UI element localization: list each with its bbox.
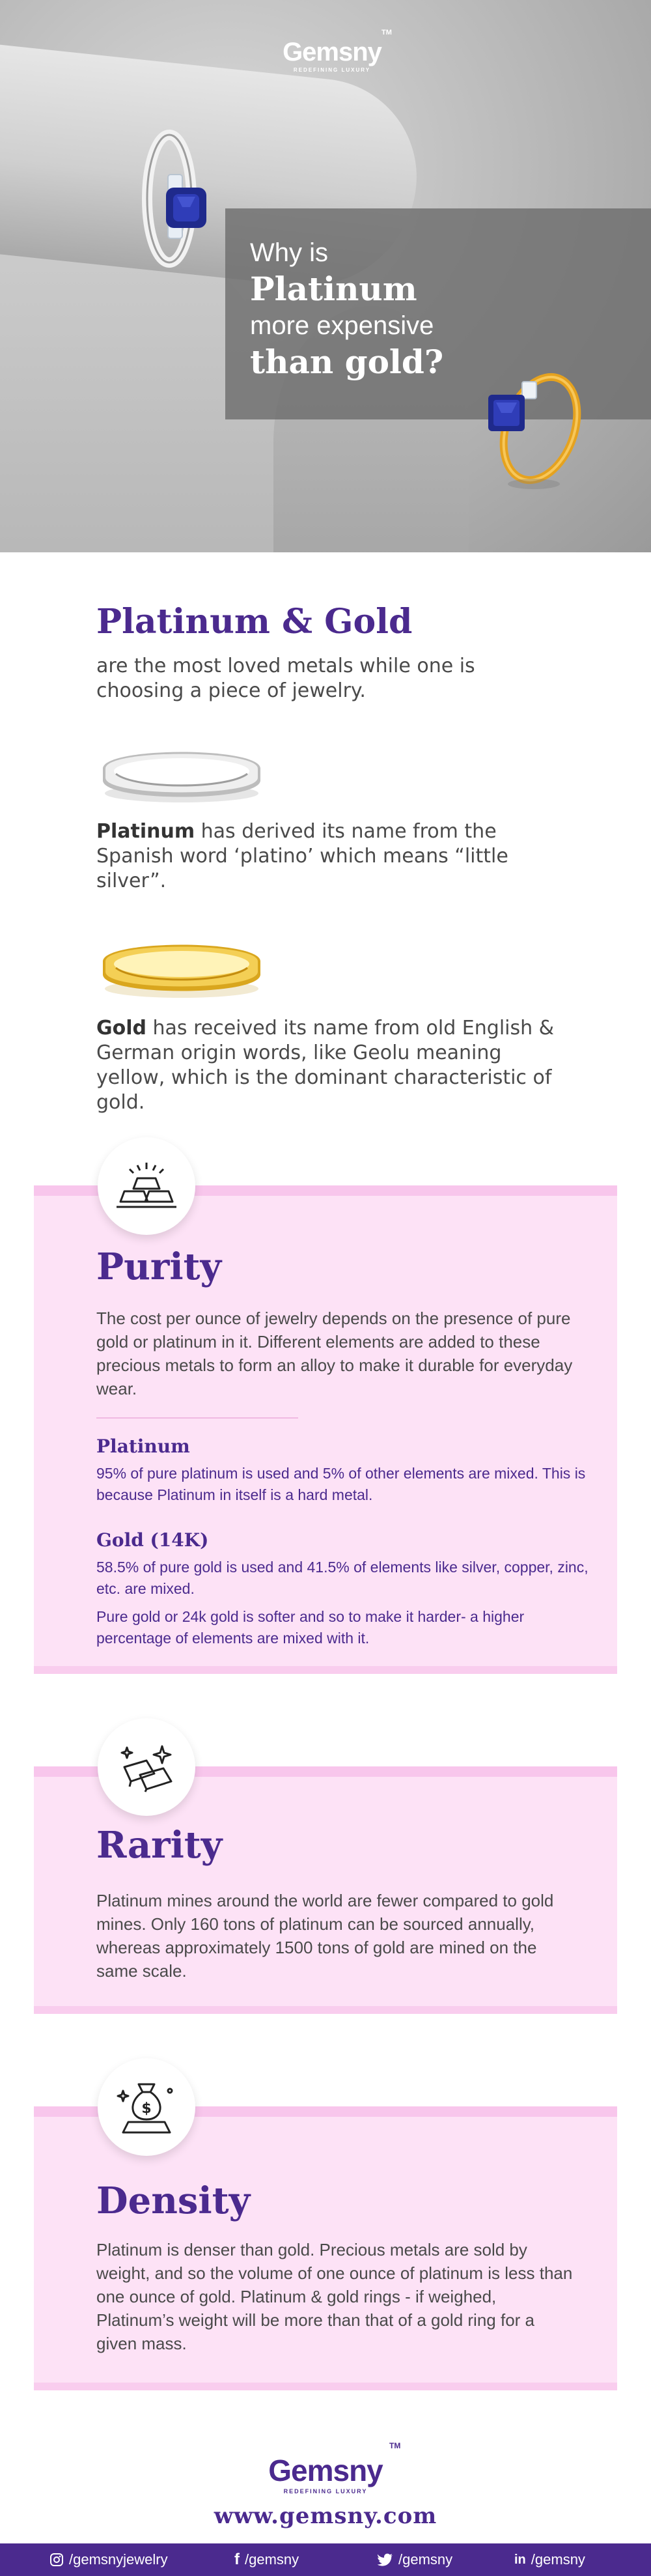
brand-tagline: REDEFINING LUXURY: [293, 67, 371, 73]
rarity-body: Platinum mines around the world are fewer compared to gold mines. Only 160 tons of platinum can be sourced annually, whereas approximately 1500 tons of gold are mined on the same scale.: [96, 1891, 554, 1981]
gold-origin-label: Gold: [96, 1017, 146, 1040]
facebook-handle: /gemsny: [245, 2551, 299, 2568]
footer-logo[interactable]: [260, 2453, 391, 2495]
instagram-handle: /gemsnyjewelry: [69, 2551, 168, 2568]
linkedin-icon: in: [514, 2552, 526, 2567]
instagram-icon: [49, 2553, 64, 2567]
purity-gold-note: Pure gold or 24k gold is softer and so to make it harder- a higher percentage of elements are mixed with it.: [96, 1608, 525, 1647]
purity-platinum-body: 95% of pure platinum is used and 5% of other elements are mixed. This is because Platinum in itself is a hard metal.: [96, 1465, 586, 1503]
intro-title: Platinum & Gold: [96, 602, 413, 642]
footer-trademark-mark: TM: [389, 2441, 401, 2450]
footer-brand-tagline: REDEFINING LUXURY: [283, 2488, 368, 2495]
purity-gold-body: 58.5% of pure gold is used and 41.5% of elements like silver, copper, zinc, etc. are mixed.: [96, 1559, 589, 1597]
twitter-link[interactable]: [378, 2543, 452, 2576]
purity-body: The cost per ounce of jewelry depends on the presence of pure gold or platinum in it. Different elements are added to these precious metals to form an alloy to make it durable for everyday wear.: [96, 1309, 573, 1398]
twitter-handle: /gemsny: [398, 2551, 453, 2568]
gold-ingots-sparkle-icon: [114, 1741, 179, 1793]
linkedin-link[interactable]: [514, 2543, 585, 2576]
card-bottom-strip: [34, 2006, 617, 2014]
hero-line-1: Why is: [250, 238, 328, 267]
footer-brand-wordmark: Gemsny: [268, 2454, 383, 2487]
hero-banner: [0, 0, 651, 552]
purity-platinum-heading: Platinum: [96, 1436, 190, 1457]
purity-divider: [96, 1417, 298, 1419]
hero-line-4: than gold?: [250, 343, 444, 381]
instagram-link[interactable]: [49, 2543, 168, 2576]
linkedin-handle: /gemsny: [531, 2551, 585, 2568]
density-body: Platinum is denser than gold. Precious metals are sold by weight, and so the volume of one ounce of platinum is less than one ounce of gold. Platinum & gold rings - if weighed, Platinum’s weight will be more than that of a gold ring for a given mass.: [96, 2240, 573, 2353]
facebook-link[interactable]: [234, 2543, 299, 2576]
gold-bars-icon: [114, 1160, 179, 1212]
social-footer-bar: [0, 2543, 651, 2576]
facebook-icon: f: [234, 2551, 240, 2568]
brand-wordmark: Gemsny: [283, 38, 381, 66]
website-url[interactable]: www.gemsny.com: [214, 2503, 437, 2529]
platinum-band-image: [96, 735, 267, 806]
gold-origin-body: has received its name from old English & German origin words, like Geolu meaning yellow, which is the dominant characteristic of gold.: [96, 1017, 555, 1114]
gold-band-image: [96, 929, 267, 1000]
trademark-mark: TM: [381, 29, 392, 36]
twitter-icon: [378, 2553, 393, 2566]
platinum-origin-label: Platinum: [96, 820, 195, 843]
platinum-origin-body: has derived its name from the Spanish word ‘platino’ which means “little silver”.: [96, 820, 508, 892]
hero-line-2: Platinum: [250, 270, 417, 308]
hero-heading: [250, 236, 443, 382]
hero-line-3: more expensive: [250, 311, 434, 340]
purity-title: Purity: [96, 1245, 222, 1288]
money-bag-scale-icon: [114, 2078, 179, 2136]
purity-gold-heading: Gold (14K): [96, 1529, 209, 1551]
hero-logo[interactable]: [273, 38, 391, 73]
gold-origin-text: [96, 1016, 565, 1115]
platinum-origin-text: [96, 819, 565, 894]
svg-text:$: $: [141, 2101, 152, 2117]
density-icon-badge: [98, 2058, 195, 2156]
card-bottom-strip: [34, 1666, 617, 1674]
gold-sapphire-ring-image: [482, 357, 586, 494]
rarity-title: Rarity: [96, 1824, 223, 1867]
intro-subtitle: are the most loved metals while one is choosing a piece of jewelry.: [96, 655, 475, 702]
platinum-sapphire-ring-image: [130, 124, 221, 274]
rarity-icon-badge: [98, 1718, 195, 1816]
density-title: Density: [96, 2179, 251, 2222]
card-bottom-strip: [34, 2383, 617, 2390]
purity-icon-badge: [98, 1137, 195, 1235]
